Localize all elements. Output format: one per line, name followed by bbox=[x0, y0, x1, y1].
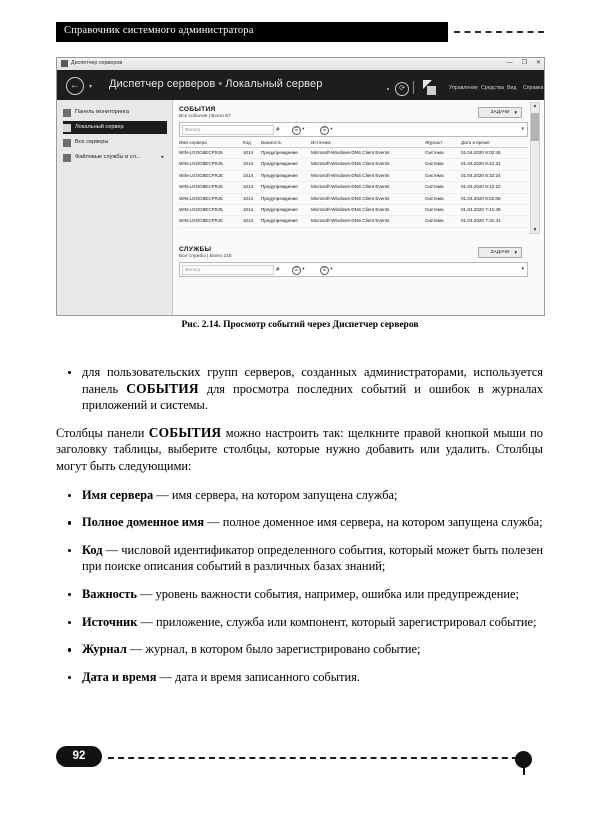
list-item bbox=[56, 514, 543, 531]
cell-source: Microsoft-Windows-DNS Client Events bbox=[311, 161, 390, 167]
events-panel-title: СОБЫТИЯ bbox=[179, 106, 216, 113]
column-header-source[interactable]: Источник bbox=[311, 140, 331, 145]
cell-datetime: 01.04.2020 8:32:24 bbox=[461, 172, 501, 178]
cell-severity: Предупреждение bbox=[261, 172, 298, 178]
term-server-name: Имя сервера bbox=[82, 487, 154, 502]
header-dashed-rule bbox=[454, 31, 544, 33]
sidebar-item-label: Панель мониторинга bbox=[75, 109, 130, 115]
cell-code: 1014 bbox=[243, 172, 254, 178]
cell-datetime: 01.04.2020 9:02:45 bbox=[461, 150, 501, 155]
folder-icon bbox=[63, 154, 71, 162]
menu-item-manage[interactable]: Управление bbox=[449, 85, 478, 91]
cell-source: Microsoft-Windows-DNS Client Events bbox=[311, 206, 390, 212]
definition: журнал, в котором было зарегистрировано событие; bbox=[145, 642, 421, 657]
figure-server-manager-screenshot bbox=[56, 57, 545, 316]
close-icon[interactable]: ✕ bbox=[535, 60, 541, 66]
list-item bbox=[56, 542, 543, 575]
back-button-icon[interactable]: ← bbox=[66, 77, 84, 95]
search-icon[interactable]: ⌕ bbox=[276, 265, 280, 273]
columns-definition-list bbox=[56, 487, 543, 686]
dashboard-icon bbox=[63, 109, 71, 117]
table-row[interactable] bbox=[179, 205, 528, 216]
cell-code: 1014 bbox=[243, 206, 254, 212]
maximize-icon[interactable]: ❐ bbox=[521, 60, 527, 66]
definition: имя сервера, на котором запущена служба; bbox=[171, 487, 398, 502]
intro-bullet-prefix: для пользовательских групп серверов, созданных администраторами, используется панель bbox=[82, 365, 543, 396]
column-header-log[interactable]: Журнал bbox=[425, 140, 442, 145]
services-filter-expand-icon[interactable]: ▾ bbox=[521, 266, 524, 272]
events-table bbox=[179, 138, 528, 228]
cell-server-name: WIN-LGOG8ECFRJ5 bbox=[179, 218, 223, 224]
cell-log: Система bbox=[425, 206, 444, 212]
chevron-down-icon: ▾ bbox=[302, 266, 305, 271]
list-item bbox=[56, 641, 543, 658]
cell-source: Microsoft-Windows-DNS Client Events bbox=[311, 172, 390, 178]
services-panel-header bbox=[179, 246, 232, 259]
navigation-sidebar bbox=[57, 100, 173, 315]
sidebar-item-label: Все серверы bbox=[75, 139, 109, 145]
sidebar-item-local-server[interactable] bbox=[63, 121, 167, 134]
term-severity: Важность bbox=[82, 586, 137, 601]
list-item bbox=[56, 586, 543, 603]
column-header-code[interactable]: Код bbox=[243, 140, 251, 145]
table-row[interactable] bbox=[179, 182, 528, 193]
ribbon-divider bbox=[413, 81, 414, 94]
scrollbar-thumb[interactable] bbox=[531, 113, 539, 141]
list-item bbox=[56, 669, 543, 686]
ribbon-dot-icon bbox=[387, 88, 389, 90]
server-icon bbox=[63, 124, 71, 132]
cell-log: Система bbox=[425, 184, 444, 190]
events-filter-dropdown-1[interactable]: ☰ ▾ bbox=[292, 126, 305, 135]
events-panel-header bbox=[179, 106, 231, 119]
services-panel-title: СЛУЖБЫ bbox=[179, 246, 212, 253]
events-filter-dropdown-2[interactable]: ☰ ▾ bbox=[320, 126, 333, 135]
page-number: 92 bbox=[56, 746, 102, 767]
footer-dashed-rule bbox=[108, 757, 528, 759]
breadcrumb-root[interactable]: Диспетчер серверов bbox=[109, 78, 216, 90]
footer-dot-ornament bbox=[515, 751, 532, 768]
intro-bullet-suffix: для просмотра последних событий и ошибок в журналах приложений и системы. bbox=[82, 381, 543, 413]
chevron-down-icon: ▾ bbox=[330, 126, 333, 131]
notifications-flag-icon[interactable] bbox=[423, 80, 436, 95]
cell-code: 1014 bbox=[243, 195, 254, 201]
cell-log: Система bbox=[425, 195, 444, 201]
scroll-down-arrow-icon[interactable]: ▼ bbox=[532, 227, 538, 233]
running-header-title: Справочник системного администратора bbox=[64, 25, 254, 36]
events-scrollbar[interactable] bbox=[530, 102, 540, 234]
paragraph-part-2: можно настроить так: щелкните правой кнопкой мыши по заголовку таблицы, выберите столбцы, которые нужно добавить или удалить. Столбцы могут быть следующими: bbox=[56, 425, 543, 473]
term-code: Код bbox=[82, 542, 103, 557]
window-body bbox=[57, 100, 544, 315]
cell-code: 1014 bbox=[243, 161, 254, 167]
list-item bbox=[56, 487, 543, 504]
app-icon bbox=[61, 60, 68, 67]
table-row[interactable] bbox=[179, 216, 528, 227]
cell-log: Система bbox=[425, 150, 444, 155]
list-item bbox=[56, 614, 543, 631]
chevron-down-icon: ▾ bbox=[302, 126, 305, 131]
definition: уровень важности события, например, ошибка или предупреждение; bbox=[155, 586, 519, 601]
cell-severity: Предупреждение bbox=[261, 184, 298, 190]
cell-log: Система bbox=[425, 172, 444, 178]
events-tasks-label: ЗАДАЧИ bbox=[490, 110, 510, 115]
services-panel-subtitle: Все службы | Всего 216 bbox=[179, 254, 232, 259]
term-fqdn: Полное доменное имя bbox=[82, 515, 205, 530]
column-header-datetime[interactable]: Дата и время bbox=[461, 140, 490, 145]
term-source: Источник bbox=[82, 614, 138, 629]
column-header-severity[interactable]: Важность bbox=[261, 140, 282, 145]
events-panel-subtitle: Все события | Всего 57 bbox=[179, 114, 231, 119]
sidebar-item-file-services[interactable] bbox=[63, 151, 167, 164]
breadcrumb-current[interactable]: Локальный сервер bbox=[225, 78, 323, 90]
dash: — bbox=[207, 515, 220, 530]
cell-server-name: WIN-LGOG8ECFRJ5 bbox=[179, 172, 223, 178]
intro-bullet bbox=[56, 364, 543, 414]
table-row[interactable] bbox=[179, 171, 528, 182]
cell-code: 1014 bbox=[243, 150, 254, 155]
servers-icon bbox=[63, 139, 71, 147]
columns-intro-paragraph bbox=[56, 425, 543, 475]
chevron-down-icon: ▼ bbox=[513, 110, 518, 115]
page-content bbox=[56, 364, 543, 696]
page-footer bbox=[56, 744, 543, 770]
menu-item-help[interactable]: Справка bbox=[523, 85, 544, 91]
cell-datetime: 01.04.2020 7:31:41 bbox=[461, 218, 501, 224]
cell-datetime: 01.04.2020 8:12:10 bbox=[461, 184, 501, 190]
events-tasks-button[interactable] bbox=[478, 107, 522, 118]
chevron-down-icon: ▾ bbox=[330, 266, 333, 271]
table-row[interactable] bbox=[179, 194, 528, 205]
cell-severity: Предупреждение bbox=[261, 161, 298, 167]
paragraph-part-1: Столбцы панели bbox=[56, 425, 149, 440]
sidebar-item-label: Файловые службы и сл... bbox=[75, 154, 141, 160]
dash: — bbox=[156, 487, 169, 502]
minimize-icon[interactable]: — bbox=[506, 60, 513, 66]
term-datetime: Дата и время bbox=[82, 669, 157, 684]
sidebar-item-label: Локальный сервер bbox=[75, 124, 124, 130]
search-icon[interactable]: ⌕ bbox=[276, 125, 280, 133]
table-row[interactable] bbox=[179, 159, 528, 170]
services-filter-dropdown-1[interactable]: ☰ ▾ bbox=[292, 266, 305, 275]
running-header bbox=[56, 22, 543, 44]
term-log: Журнал bbox=[82, 642, 127, 657]
definition: дата и время записанного события. bbox=[175, 669, 360, 684]
cell-server-name: WIN-LGOG8ECFRJ5 bbox=[179, 195, 223, 201]
cell-server-name: WIN-LGOG8ECFRJ5 bbox=[179, 150, 223, 155]
cell-severity: Предупреждение bbox=[261, 206, 298, 212]
events-table-header-row bbox=[179, 138, 528, 148]
cell-log: Система bbox=[425, 218, 444, 224]
dash: — bbox=[159, 669, 172, 684]
cell-datetime: 01.04.2020 8:42:31 bbox=[461, 161, 501, 167]
sidebar-item-all-servers[interactable] bbox=[63, 136, 167, 149]
events-filter-bar bbox=[179, 122, 528, 137]
cell-code: 1014 bbox=[243, 218, 254, 224]
window-title: Диспетчер серверов bbox=[71, 59, 123, 66]
paragraph-emphasis: СОБЫТИЯ bbox=[148, 424, 222, 440]
chevron-right-icon: ▸ bbox=[161, 154, 164, 160]
cell-datetime: 01.04.2020 7:41:48 bbox=[461, 206, 501, 212]
services-filter-input[interactable]: Фильтр bbox=[182, 265, 274, 275]
cell-datetime: 01.04.2020 8:02:09 bbox=[461, 195, 501, 201]
events-filter-expand-icon[interactable]: ▾ bbox=[521, 126, 524, 132]
footer-stem bbox=[523, 767, 525, 775]
window-controls bbox=[507, 59, 541, 67]
services-filter-bar bbox=[179, 262, 528, 277]
cell-source: Microsoft-Windows-DNS Client Events bbox=[311, 184, 390, 190]
breadcrumb bbox=[109, 78, 322, 90]
cell-server-name: WIN-LGOG8ECFRJ5 bbox=[179, 206, 223, 212]
events-filter-input[interactable]: Фильтр bbox=[182, 125, 274, 135]
services-tasks-button[interactable] bbox=[478, 247, 522, 258]
column-header-server-name[interactable]: Имя сервера bbox=[179, 140, 207, 145]
services-tasks-label: ЗАДАЧИ bbox=[490, 250, 510, 255]
cell-code: 1014 bbox=[243, 184, 254, 190]
chevron-down-icon: ▼ bbox=[513, 250, 518, 255]
cell-server-name: WIN-LGOG8ECFRJ5 bbox=[179, 161, 223, 167]
refresh-icon[interactable]: ⟳ bbox=[395, 82, 409, 96]
menu-item-tools[interactable]: Средства bbox=[481, 85, 504, 91]
content-area bbox=[173, 100, 544, 315]
services-filter-dropdown-2[interactable]: ☰ ▾ bbox=[320, 266, 333, 275]
figure-caption: Рис. 2.14. Просмотр событий через Диспетчер серверов bbox=[181, 320, 419, 330]
dash: — bbox=[140, 586, 153, 601]
cell-severity: Предупреждение bbox=[261, 150, 298, 155]
cell-source: Microsoft-Windows-DNS Client Events bbox=[311, 218, 390, 224]
window-ribbon bbox=[57, 70, 544, 100]
definition: числовой идентификатор определенного события, который может быть полезен при поиске описания событий в различных базах знаний; bbox=[82, 542, 543, 574]
cell-log: Система bbox=[425, 161, 444, 167]
definition: полное доменное имя сервера, на котором запущена служба; bbox=[222, 515, 543, 530]
table-row[interactable] bbox=[179, 148, 528, 159]
dash: — bbox=[105, 542, 119, 557]
dash: — bbox=[129, 642, 143, 657]
menu-item-view[interactable]: Вид bbox=[507, 85, 517, 91]
definition: приложение, служба или компонент, который зарегистрировал событие; bbox=[155, 614, 537, 629]
sidebar-item-dashboard[interactable] bbox=[63, 106, 167, 119]
cell-source: Microsoft-Windows-DNS Client Events bbox=[311, 150, 390, 155]
cell-source: Microsoft-Windows-DNS Client Events bbox=[311, 195, 390, 201]
dash: — bbox=[140, 614, 153, 629]
intro-bullet-emphasis: СОБЫТИЯ bbox=[126, 380, 199, 396]
cell-severity: Предупреждение bbox=[261, 218, 298, 224]
cell-server-name: WIN-LGOG8ECFRJ5 bbox=[179, 184, 223, 190]
breadcrumb-caret-icon[interactable]: ▾ bbox=[89, 84, 93, 90]
cell-severity: Предупреждение bbox=[261, 195, 298, 201]
scroll-up-arrow-icon[interactable]: ▲ bbox=[532, 103, 538, 109]
breadcrumb-separator: • bbox=[218, 78, 223, 90]
